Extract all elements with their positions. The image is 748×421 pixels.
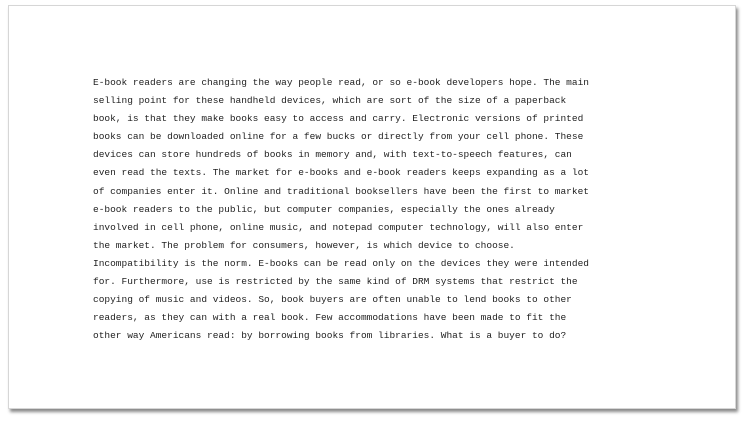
paragraph-line: selling point for these handheld devices, which are sort of the size of a paperback: [93, 95, 567, 107]
paragraph-line: E-book readers are changing the way people read, or so e-book developers hope. The main: [93, 77, 589, 88]
paragraph-line: book, is that they make books easy to access and carry. Electronic versions of printed: [93, 113, 584, 125]
paragraph-line: involved in cell phone, online music, and notepad computer technology, will also enter: [93, 221, 584, 233]
paragraph-line: of companies enter it. Online and traditional booksellers have been the first to market: [93, 185, 589, 197]
paragraph-line: for. Furthermore, use is restricted by the same kind of DRM systems that restrict the: [93, 276, 578, 288]
paragraph-line: books can be downloaded online for a few bucks or directly from your cell phone. These: [93, 131, 584, 143]
paragraph-line: the market. The problem for consumers, however, is which device to choose.: [93, 239, 515, 251]
paragraph-line: even read the texts. The market for e-books and e-book readers keeps expanding as a lot: [93, 167, 589, 179]
paragraph-line: e-book readers to the public, but computer companies, especially the ones already: [93, 203, 555, 215]
paragraph-line: copying of music and videos. So, book buyers are often unable to lend books to other: [93, 294, 572, 306]
paragraph-line: readers, as they can with a real book. Few accommodations have been made to fit the: [93, 312, 567, 324]
paragraph-line: other way Americans read: by borrowing books from libraries. What is a buyer to do?: [93, 330, 567, 342]
document-page: [8, 5, 736, 409]
paragraph-line: Incompatibility is the norm. E-books can be read only on the devices they were intended: [93, 257, 589, 269]
paragraph-line: devices can store hundreds of books in memory and, with text-to-speech features, can: [93, 149, 572, 161]
body-paragraph: [93, 74, 693, 345]
